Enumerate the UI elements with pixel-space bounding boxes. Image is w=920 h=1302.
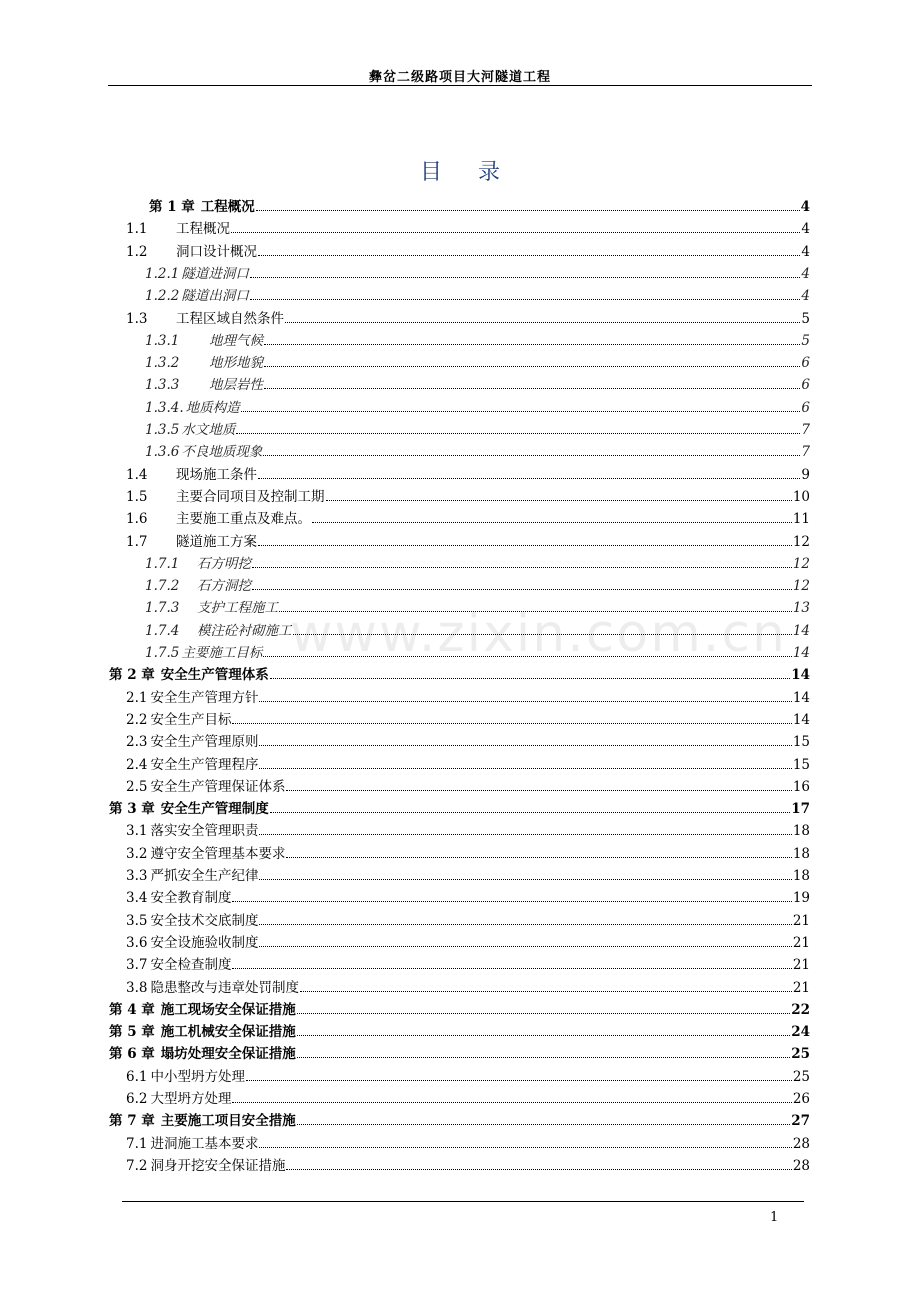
toc-entry-label: 隧道出洞口: [181, 288, 249, 305]
toc-entry-page: 15: [792, 756, 810, 773]
dot-leader: [259, 924, 791, 925]
toc-entry[interactable]: [145, 260, 810, 282]
toc-entry-label: 地理气候: [209, 332, 263, 349]
toc-entry[interactable]: [109, 795, 810, 817]
toc-entry-number: 1.7.2: [145, 578, 180, 595]
dot-leader: [264, 388, 800, 389]
toc-entry-page: 14: [792, 645, 810, 661]
toc-entry[interactable]: [126, 461, 810, 483]
toc-entry[interactable]: [109, 661, 810, 683]
toc-entry-page: 25: [792, 1068, 810, 1085]
toc-entry-number: 1.3.5: [145, 422, 180, 438]
toc-entry-number: 3.5: [126, 912, 148, 929]
dot-leader: [232, 1102, 791, 1103]
toc-entry[interactable]: [109, 1040, 810, 1062]
toc-entry-label: 洞口设计概况: [176, 243, 257, 260]
dot-leader: [259, 768, 791, 769]
toc-entry-number: 1.2.2: [145, 288, 180, 305]
toc-entry-number: 1.3.1: [145, 332, 180, 349]
toc-entry-label: 进洞施工基本要求: [150, 1135, 259, 1152]
toc-entry-label: 落实安全管理职责: [150, 823, 259, 840]
toc-entry-number: 3.4: [126, 890, 148, 907]
toc-entry-page: 21: [792, 957, 810, 974]
toc-entry[interactable]: [126, 884, 810, 906]
toc-entry-label: 洞身开挖安全保证措施: [150, 1157, 286, 1174]
dot-leader: [246, 1080, 792, 1081]
dot-leader: [297, 1035, 790, 1036]
toc-entry-page: 28: [792, 1135, 810, 1152]
toc-entry-number: 1.3: [126, 310, 148, 327]
toc-entry[interactable]: [126, 1152, 810, 1174]
toc-entry[interactable]: [149, 193, 810, 215]
toc-entry[interactable]: [126, 728, 810, 750]
toc-entry-page: 4: [801, 265, 810, 282]
toc-entry-page: 15: [792, 734, 810, 751]
dot-leader: [326, 500, 792, 501]
toc-entry-page: 17: [791, 801, 810, 818]
dot-leader: [286, 790, 791, 791]
toc-entry-label: 工程概况: [176, 221, 230, 238]
toc-entry[interactable]: [126, 1130, 810, 1152]
toc-entry-number: 3.7: [126, 957, 148, 974]
toc-entry-label: 石方明挖: [197, 555, 251, 572]
dot-leader: [286, 857, 791, 858]
toc-entry-label: 安全生产管理保证体系: [150, 778, 286, 795]
toc-entry-number: 1.6: [126, 511, 148, 528]
toc-entry-label: 地形地貌: [209, 355, 263, 372]
toc-entry-number: 7.2: [126, 1157, 148, 1174]
toc-entry-page: 11: [792, 511, 810, 528]
toc-entry-page: 28: [792, 1157, 810, 1174]
toc-entry-page: 14: [792, 622, 810, 639]
toc-entry-label: 不良地质现象: [181, 444, 263, 461]
toc-entry-page: 21: [792, 979, 810, 996]
dot-leader: [285, 322, 800, 323]
toc-entry-label: 安全生产管理体系: [160, 667, 269, 684]
toc-entry-label: 隧道施工方案: [176, 533, 257, 550]
toc-entry-number: 3.8: [126, 979, 148, 996]
toc-entry[interactable]: [126, 483, 810, 505]
toc-entry-page: 14: [792, 689, 810, 706]
toc-entry-page: 18: [792, 823, 810, 840]
toc-entry[interactable]: [109, 1018, 810, 1040]
dot-leader: [259, 1147, 791, 1148]
toc-entry-page: 21: [792, 912, 810, 929]
dot-leader: [258, 545, 792, 546]
toc-entry-label: 主要施工重点及难点。: [176, 511, 311, 528]
toc-entry[interactable]: [126, 862, 810, 884]
toc-entry-page: 25: [791, 1046, 810, 1063]
toc-entry-number: 1.1: [126, 221, 148, 238]
toc-entry-label: 大型坍方处理: [150, 1091, 232, 1107]
toc-entry-label: 塌坊处理安全保证措施: [160, 1046, 296, 1063]
toc-entry-number: 2.5: [126, 778, 148, 795]
toc-entry-number: 第 7 章: [109, 1113, 155, 1130]
toc-entry-number: 2.4: [126, 756, 148, 773]
toc-entry[interactable]: [126, 751, 810, 773]
toc-entry[interactable]: [126, 951, 810, 973]
toc-entry-label: 严抓安全生产纪律: [150, 868, 259, 884]
toc-entry-page: 24: [791, 1024, 810, 1041]
dot-leader: [252, 589, 792, 590]
toc-entry-label: 施工机械安全保证措施: [160, 1024, 296, 1041]
toc-entry-page: 14: [791, 667, 810, 684]
toc-entry[interactable]: [145, 327, 810, 349]
toc-entry-number: 6.2: [126, 1091, 148, 1107]
toc-entry[interactable]: [126, 706, 810, 728]
toc-entry-page: 16: [792, 778, 810, 795]
dot-leader: [232, 901, 791, 902]
toc-entry[interactable]: [145, 282, 810, 304]
toc-entry-page: 6: [801, 355, 810, 372]
toc-entry[interactable]: [145, 349, 810, 371]
toc-entry[interactable]: [126, 684, 810, 706]
toc-entry-label: 安全检查制度: [150, 957, 232, 974]
dot-leader: [286, 1169, 791, 1170]
toc-entry-number: 第 1 章: [149, 199, 195, 215]
toc-entry-page: 7: [801, 422, 810, 438]
toc-entry-number: 第 5 章: [109, 1024, 155, 1041]
toc-entry-page: 13: [792, 600, 810, 617]
toc-entry-number: 3.3: [126, 868, 148, 884]
toc-entry-label: 水文地质: [181, 422, 236, 438]
toc-entry-number: 1.7.5: [145, 645, 180, 661]
toc-entry-label: 安全生产管理原则: [150, 734, 259, 751]
toc-entry-page: 4: [801, 221, 810, 238]
watermark: www.zixin.com.cn: [290, 604, 787, 664]
toc-entry-page: 26: [792, 1091, 810, 1107]
toc-entry[interactable]: [145, 371, 810, 393]
toc-entry[interactable]: [126, 773, 810, 795]
toc-entry-page: 6: [801, 399, 810, 416]
toc-entry-page: 9: [801, 466, 810, 483]
toc-entry-label: 安全技术交底制度: [150, 912, 259, 929]
toc-entry-page: 21: [792, 934, 810, 951]
toc-entry-page: 4: [801, 243, 810, 260]
dot-leader: [232, 968, 791, 969]
dot-leader: [264, 366, 800, 367]
toc-entry-label: 工程区域自然条件: [176, 310, 284, 327]
dot-leader: [270, 812, 790, 813]
dot-leader: [259, 879, 791, 880]
toc-entry-page: 12: [792, 578, 810, 595]
toc-entry-number: 6.1: [126, 1068, 148, 1085]
toc-entry-label: 模注砼衬砌施工: [197, 622, 292, 639]
toc-entry-page: 19: [792, 890, 810, 907]
dot-leader: [263, 455, 800, 456]
toc-entry[interactable]: [145, 394, 810, 416]
toc-entry[interactable]: [145, 572, 810, 594]
toc-entry[interactable]: [109, 1107, 810, 1129]
toc-entry[interactable]: [145, 438, 810, 460]
toc-entry[interactable]: [126, 215, 810, 237]
toc-entry-page: 6: [801, 377, 810, 394]
toc-entry-page: 18: [792, 845, 810, 862]
dot-leader: [264, 344, 800, 345]
toc-entry-number: 2.3: [126, 734, 148, 751]
toc-entry-page: 5: [801, 310, 810, 327]
toc-entry-number: 第 6 章: [109, 1046, 155, 1063]
toc-entry-number: 2.1: [126, 689, 148, 706]
toc-entry-page: 12: [792, 533, 810, 550]
toc-entry-number: 第 4 章: [109, 1001, 155, 1018]
toc-entry-number: 1.7.4: [145, 622, 180, 639]
toc-entry-number: 1.7.3: [145, 600, 180, 617]
toc-entry[interactable]: [126, 238, 810, 260]
toc-entry-number: 1.4: [126, 466, 148, 483]
dot-leader: [256, 210, 800, 211]
dot-leader: [297, 1124, 790, 1125]
toc-entry-number: 3.2: [126, 845, 148, 862]
toc-entry-number: 1.7.1: [145, 555, 180, 572]
toc-entry-label: 主要施工项目安全措施: [160, 1113, 296, 1130]
toc-entry-label: 安全生产管理方针: [150, 689, 259, 706]
toc-entry[interactable]: [126, 1085, 810, 1107]
toc-entry[interactable]: [126, 907, 810, 929]
footer-rule: [122, 1201, 804, 1202]
toc-entry[interactable]: [145, 550, 810, 572]
toc-entry-number: 1.3.3: [145, 377, 180, 394]
toc-entry-number: 3.1: [126, 823, 148, 840]
toc-entry-number: 7.1: [126, 1135, 148, 1152]
toc-entry-number: 3.6: [126, 934, 148, 951]
toc-entry[interactable]: [126, 305, 810, 327]
dot-leader: [300, 991, 792, 992]
dot-leader: [258, 255, 800, 256]
toc-entry-page: 14: [792, 711, 810, 728]
toc-entry-number: 第 2 章: [109, 667, 155, 684]
toc-entry-label: 主要施工目标: [181, 645, 263, 661]
toc-entry-label: 遵守安全管理基本要求: [150, 845, 286, 862]
dot-leader: [258, 478, 800, 479]
toc-entry-label: 工程概况: [200, 199, 255, 215]
toc-entry-label: 地层岩性: [209, 377, 263, 394]
toc-entry-number: 1.3.2: [145, 355, 180, 372]
dot-leader: [241, 411, 801, 412]
toc-entry-number: 第 3 章: [109, 801, 155, 818]
toc-entry-page: 10: [792, 488, 810, 505]
toc-entry-label: 施工现场安全保证措施: [160, 1001, 296, 1018]
toc-entry-number: 1.2: [126, 243, 148, 260]
toc-entry-number: 1.7: [126, 533, 148, 550]
toc-entry-label: 隐患整改与违章处罚制度: [150, 979, 299, 996]
toc-entry-page: 4: [800, 199, 810, 215]
dot-leader: [232, 723, 791, 724]
toc-title: 目录: [419, 160, 536, 185]
toc-entry[interactable]: [126, 528, 810, 550]
toc-entry[interactable]: [126, 974, 810, 996]
dot-leader: [236, 433, 800, 434]
dot-leader: [252, 567, 792, 568]
page-header: 彝岔二级路项目大河隧道工程: [368, 70, 551, 85]
toc-entry-page: 27: [791, 1113, 810, 1130]
toc-entry-label: 安全设施验收制度: [150, 934, 259, 951]
toc-entry-label: 地质构造: [185, 399, 240, 416]
toc-entry-label: 隧道进洞口: [181, 265, 249, 282]
toc-entry-label: 主要合同项目及控制工期: [176, 488, 325, 505]
dot-leader: [270, 678, 790, 679]
toc-entry-label: 安全教育制度: [150, 890, 232, 907]
toc-entry[interactable]: [126, 1063, 810, 1085]
toc-entry-number: 1.5: [126, 488, 148, 505]
dot-leader: [259, 745, 791, 746]
toc-entry-number: 2.2: [126, 711, 148, 728]
toc-entry-label: 石方洞挖: [197, 578, 251, 595]
toc-entry-label: 安全生产目标: [150, 711, 232, 728]
dot-leader: [231, 232, 800, 233]
dot-leader: [259, 834, 791, 835]
toc-entry-label: 支护工程施工: [197, 600, 278, 617]
dot-leader: [259, 946, 791, 947]
toc-entry[interactable]: [126, 505, 810, 527]
toc-entry-label: 安全生产管理程序: [150, 756, 259, 773]
toc-entry-label: 现场施工条件: [176, 466, 257, 483]
dot-leader: [259, 701, 791, 702]
toc-entry-page: 12: [792, 555, 810, 572]
dot-leader: [297, 1013, 790, 1014]
dot-leader: [297, 1057, 790, 1058]
toc-entry[interactable]: [126, 817, 810, 839]
toc-entry-number: 1.2.1: [145, 265, 180, 282]
toc-entry-page: 22: [791, 1001, 810, 1018]
toc-entry-label: 安全生产管理制度: [160, 801, 269, 818]
toc-entry[interactable]: [126, 840, 810, 862]
toc-entry-number: 1.3.4.: [145, 399, 184, 416]
toc-entry[interactable]: [126, 929, 810, 951]
dot-leader: [250, 299, 801, 300]
toc-entry[interactable]: [145, 416, 810, 438]
toc-entry[interactable]: [109, 996, 810, 1018]
toc-entry-page: 18: [792, 868, 810, 884]
dot-leader: [312, 522, 792, 523]
toc-entry-number: 1.3.6: [145, 444, 180, 461]
toc-entry-page: 7: [801, 444, 810, 461]
page-number: 1: [770, 1210, 779, 1225]
dot-leader: [250, 277, 801, 278]
toc-entry-label: 中小型坍方处理: [150, 1068, 245, 1085]
toc-entry-page: 5: [801, 332, 810, 349]
toc-entry-page: 4: [801, 288, 810, 305]
header-rule: [108, 85, 812, 86]
